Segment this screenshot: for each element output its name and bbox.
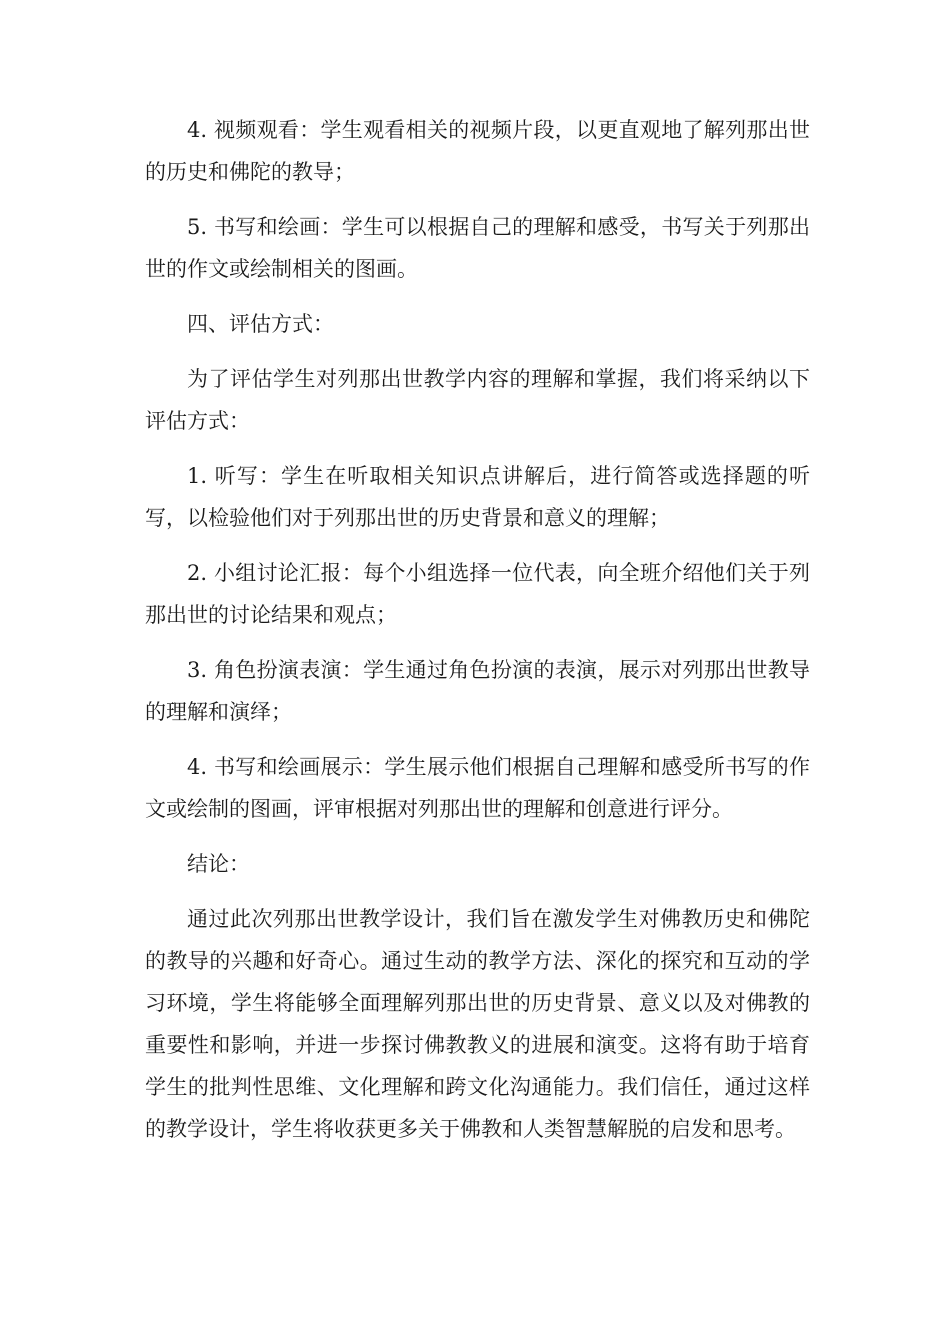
section-heading-conclusion: 结论： xyxy=(187,852,250,876)
paragraph-video-viewing: 4. 视频观看：学生观看相关的视频片段，以更直观地了解列那出世的历史和佛陀的教导； xyxy=(145,118,810,184)
document-body xyxy=(145,109,810,1150)
paragraph-group-report: 2. 小组讨论汇报：每个小组选择一位代表，向全班介绍他们关于列那出世的讨论结果和观点； xyxy=(145,561,810,627)
paragraph-assessment-intro: 为了评估学生对列那出世教学内容的理解和掌握，我们将采纳以下评估方式： xyxy=(145,367,810,433)
section-heading-assessment: 四、评估方式： xyxy=(187,312,334,336)
paragraph-writing-drawing: 5. 书写和绘画：学生可以根据自己的理解和感受，书写关于列那出世的作文或绘制相关的图画。 xyxy=(145,215,810,281)
paragraph-writing-drawing-showcase: 4. 书写和绘画展示：学生展示他们根据自己理解和感受所书写的作文或绘制的图画，评审根据对列那出世的理解和创意进行评分。 xyxy=(145,755,810,821)
paragraph-dictation: 1. 听写：学生在听取相关知识点讲解后，进行简答或选择题的听写，以检验他们对于列那出世的历史背景和意义的理解； xyxy=(145,464,810,530)
paragraph-conclusion: 通过此次列那出世教学设计，我们旨在激发学生对佛教历史和佛陀的教导的兴趣和好奇心。通过生动的教学方法、深化的探究和互动的学习环境，学生将能够全面理解列那出世的历史背景、意义以及对佛教的重要性和影响，并进一步探讨佛教教义的进展和演变。这将有助于培育学生的批判性思维、文化理解和跨文化沟通能力。我们信任，通过这样的教学设计，学生将收获更多关于佛教和人类智慧解脱的启发和思考。 xyxy=(145,907,810,1141)
paragraph-role-play: 3. 角色扮演表演：学生通过角色扮演的表演，展示对列那出世教导的理解和演绎； xyxy=(145,658,810,724)
